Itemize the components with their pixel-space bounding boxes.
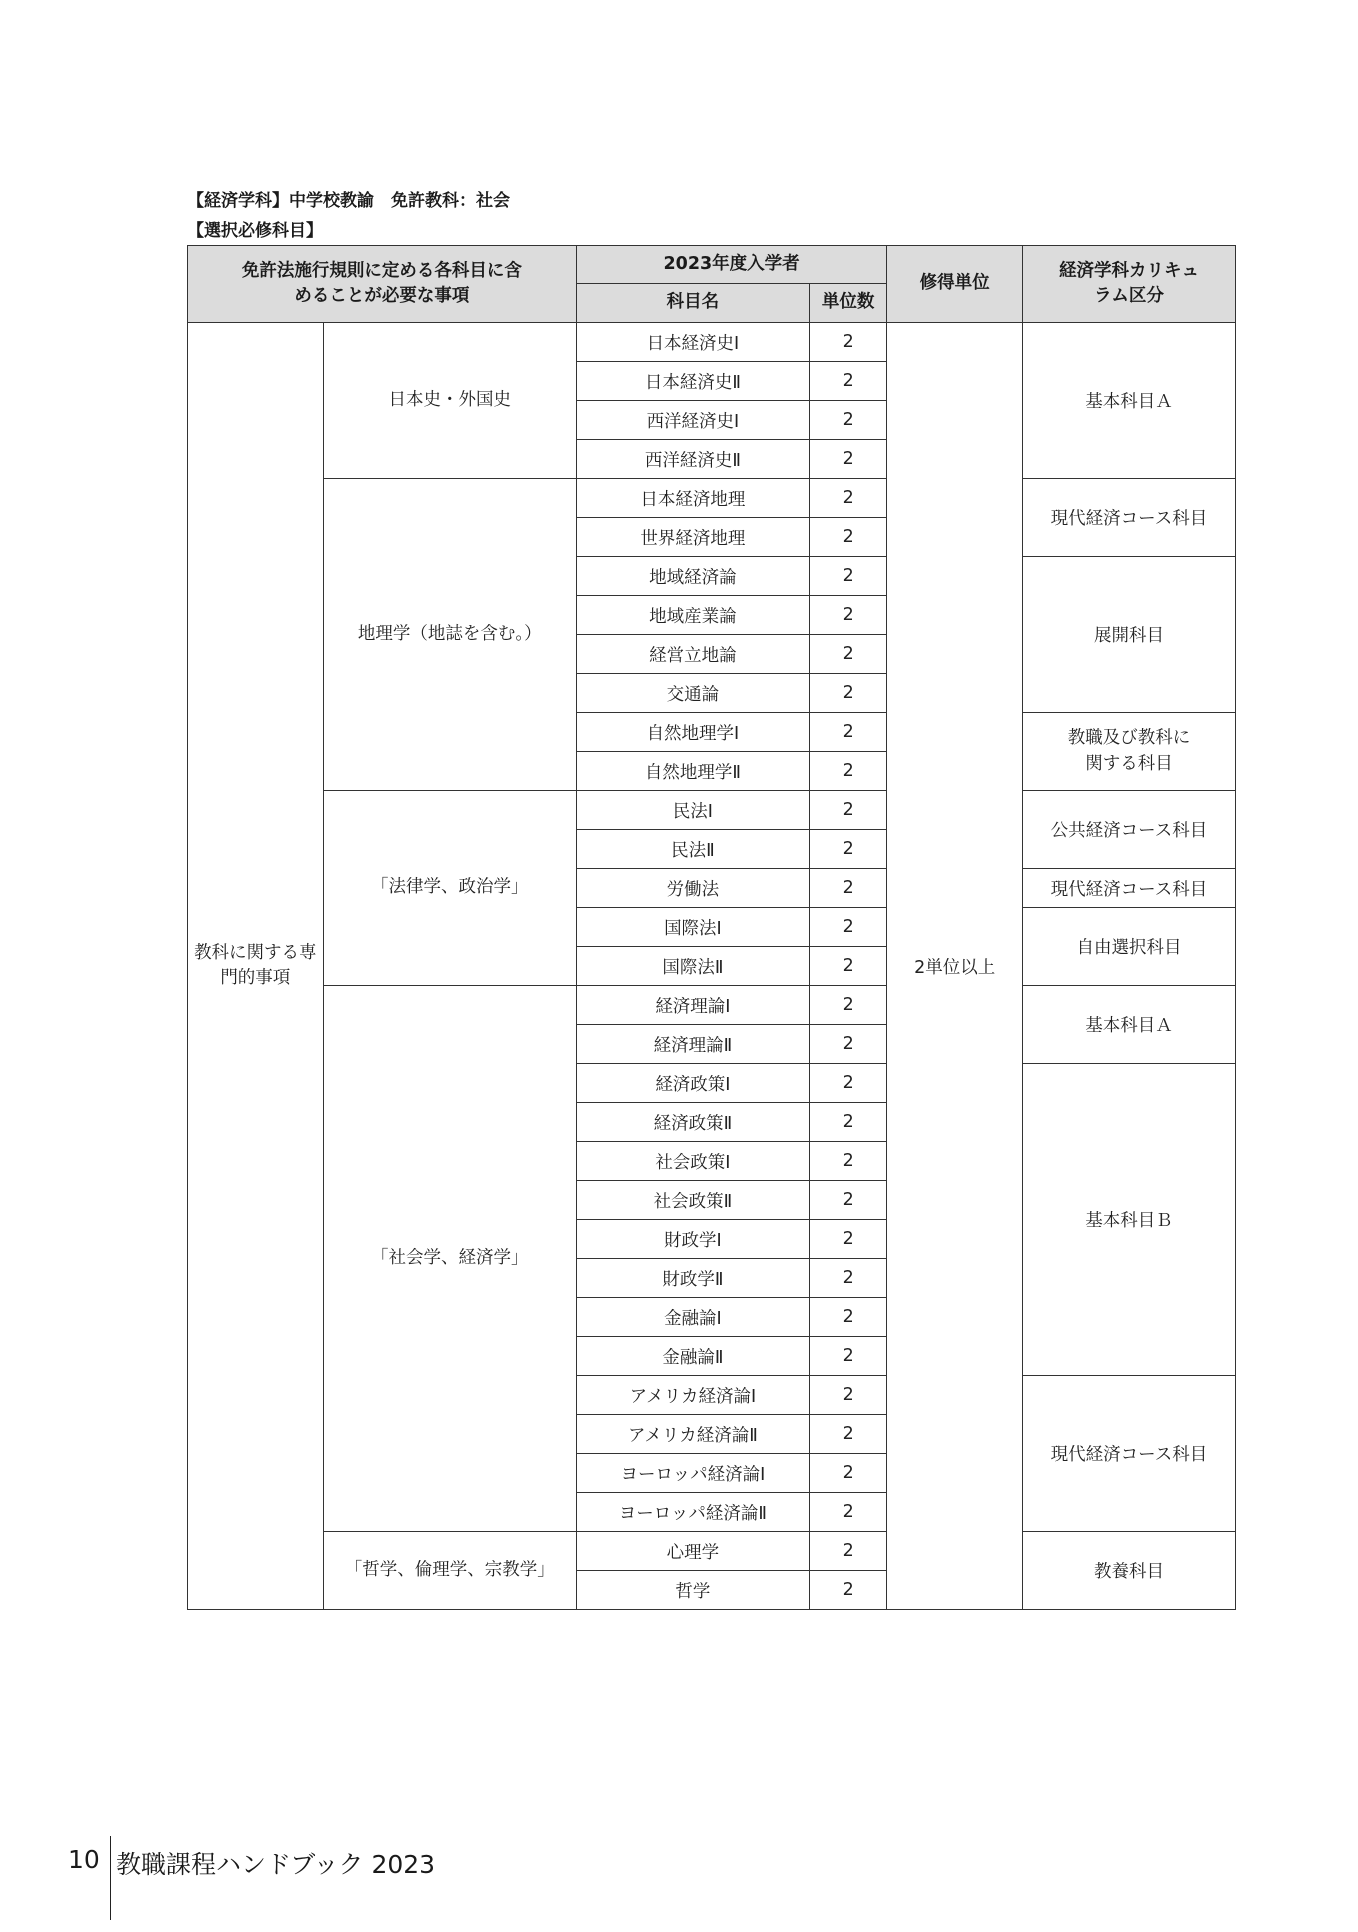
course-units: 2 [809, 830, 886, 869]
area-cell: 日本史・外国史 [323, 323, 576, 479]
course-units: 2 [809, 1064, 886, 1103]
course-name: 地域産業論 [576, 596, 809, 635]
course-name: アメリカ経済論Ⅰ [576, 1376, 809, 1415]
course-units: 2 [809, 1532, 886, 1571]
elective-required-courses-table [187, 245, 1236, 1610]
course-units: 2 [809, 557, 886, 596]
course-units: 2 [809, 362, 886, 401]
course-units: 2 [809, 401, 886, 440]
course-name: ヨーロッパ経済論Ⅱ [576, 1493, 809, 1532]
course-units: 2 [809, 1337, 886, 1376]
course-name: 交通論 [576, 674, 809, 713]
division-cell: 自由選択科目 [1022, 908, 1235, 986]
course-units: 2 [809, 440, 886, 479]
division-cell: 基本科目Ｂ [1022, 1064, 1235, 1376]
area-cell: 地理学（地誌を含む。） [323, 479, 576, 791]
section-heading: 【選択必修科目】 [187, 221, 323, 241]
course-name: 自然地理学Ⅰ [576, 713, 809, 752]
course-name: 労働法 [576, 869, 809, 908]
course-units: 2 [809, 1142, 886, 1181]
course-name: 国際法Ⅰ [576, 908, 809, 947]
course-name: 哲学 [576, 1571, 809, 1610]
course-units: 2 [809, 1376, 886, 1415]
course-units: 2 [809, 1181, 886, 1220]
division-cell: 現代経済コース科目 [1022, 869, 1235, 908]
course-name: アメリカ経済論Ⅱ [576, 1415, 809, 1454]
division-cell: 基本科目Ａ [1022, 323, 1235, 479]
course-name: 経済理論Ⅱ [576, 1025, 809, 1064]
course-name: 経済政策Ⅱ [576, 1103, 809, 1142]
division-cell: 現代経済コース科目 [1022, 479, 1235, 557]
category-cell: 教科に関する専門的事項 [188, 323, 324, 1610]
area-cell: 「法律学、政治学」 [323, 791, 576, 986]
course-name: 金融論Ⅱ [576, 1337, 809, 1376]
course-units: 2 [809, 908, 886, 947]
course-units: 2 [809, 1103, 886, 1142]
division-cell: 教養科目 [1022, 1532, 1235, 1610]
course-name: 国際法Ⅱ [576, 947, 809, 986]
course-name: 経済政策Ⅰ [576, 1064, 809, 1103]
page-number: 10 [68, 1845, 100, 1874]
course-name: 金融論Ⅰ [576, 1298, 809, 1337]
header-curriculum-division: 経済学科カリキュラム区分 [1022, 246, 1235, 323]
header-enrollment-year: 2023年度入学者 [576, 246, 886, 284]
footer-title: 教職課程ハンドブック 2023 [116, 1850, 436, 1879]
course-name: 日本経済地理 [576, 479, 809, 518]
course-units: 2 [809, 635, 886, 674]
course-name: 世界経済地理 [576, 518, 809, 557]
area-cell: 「社会学、経済学」 [323, 986, 576, 1532]
course-name: 民法Ⅰ [576, 791, 809, 830]
header-required-units: 修得単位 [887, 246, 1023, 323]
course-units: 2 [809, 518, 886, 557]
course-units: 2 [809, 1415, 886, 1454]
course-name: 経済理論Ⅰ [576, 986, 809, 1025]
course-name: 民法Ⅱ [576, 830, 809, 869]
division-cell: 展開科目 [1022, 557, 1235, 713]
division-cell: 公共経済コース科目 [1022, 791, 1235, 869]
course-units: 2 [809, 1298, 886, 1337]
course-units: 2 [809, 596, 886, 635]
course-units: 2 [809, 869, 886, 908]
course-name: 地域経済論 [576, 557, 809, 596]
course-name: 社会政策Ⅰ [576, 1142, 809, 1181]
division-cell: 教職及び教科に関する科目 [1022, 713, 1235, 791]
course-name: 西洋経済史Ⅰ [576, 401, 809, 440]
area-cell: 「哲学、倫理学、宗教学」 [323, 1532, 576, 1610]
course-name: 財政学Ⅰ [576, 1220, 809, 1259]
header-units: 単位数 [809, 284, 886, 323]
course-name: 財政学Ⅱ [576, 1259, 809, 1298]
division-cell: 基本科目Ａ [1022, 986, 1235, 1064]
course-units: 2 [809, 1571, 886, 1610]
course-units: 2 [809, 713, 886, 752]
course-units: 2 [809, 1220, 886, 1259]
course-name: 経営立地論 [576, 635, 809, 674]
document-heading: 【経済学科】中学校教諭 免許教科：社会 [187, 191, 510, 211]
footer-divider [110, 1836, 111, 1920]
course-units: 2 [809, 323, 886, 362]
course-units: 2 [809, 479, 886, 518]
header-statutory-items: 免許法施行規則に定める各科目に含めることが必要な事項 [188, 246, 577, 323]
course-name: 社会政策Ⅱ [576, 1181, 809, 1220]
course-units: 2 [809, 1493, 886, 1532]
course-units: 2 [809, 674, 886, 713]
course-units: 2 [809, 791, 886, 830]
division-cell: 現代経済コース科目 [1022, 1376, 1235, 1532]
course-name: 日本経済史Ⅱ [576, 362, 809, 401]
course-name: 西洋経済史Ⅱ [576, 440, 809, 479]
course-units: 2 [809, 986, 886, 1025]
course-units: 2 [809, 752, 886, 791]
required-units-cell: 2単位以上 [887, 323, 1023, 1610]
course-units: 2 [809, 947, 886, 986]
course-units: 2 [809, 1454, 886, 1493]
course-name: 心理学 [576, 1532, 809, 1571]
header-course-name: 科目名 [576, 284, 809, 323]
course-name: ヨーロッパ経済論Ⅰ [576, 1454, 809, 1493]
course-name: 日本経済史Ⅰ [576, 323, 809, 362]
course-name: 自然地理学Ⅱ [576, 752, 809, 791]
page-footer [68, 1845, 436, 1932]
course-units: 2 [809, 1025, 886, 1064]
course-units: 2 [809, 1259, 886, 1298]
